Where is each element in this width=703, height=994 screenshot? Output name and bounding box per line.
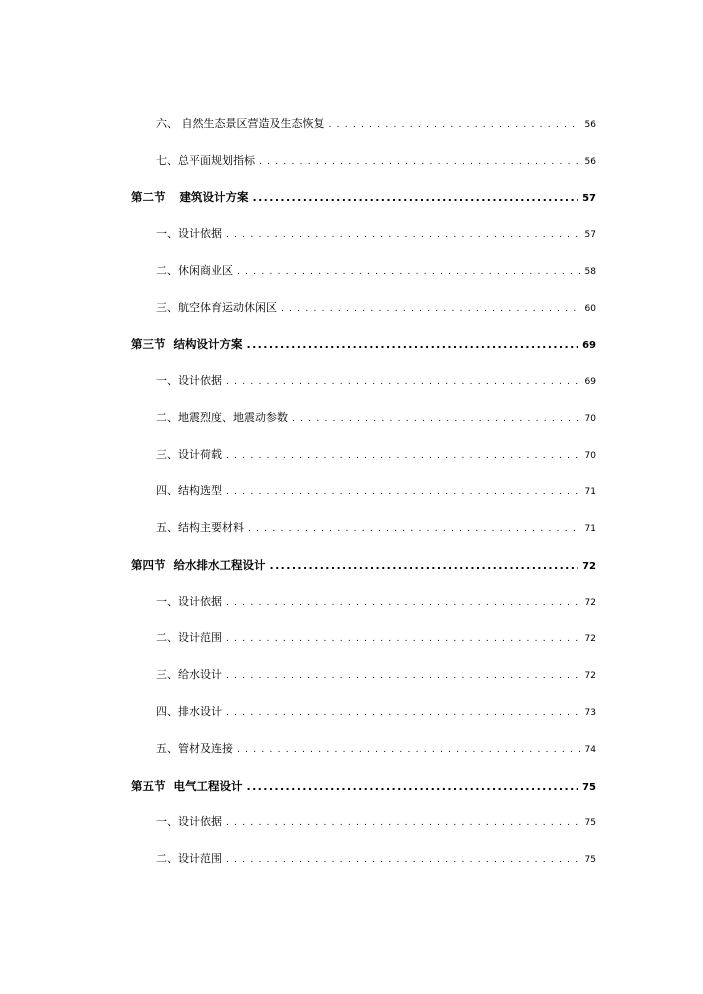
toc-section-entry[interactable]	[131, 776, 596, 796]
toc-leader-dots	[237, 739, 581, 760]
toc-leader-dots	[226, 812, 581, 833]
toc-entry-title: 一、设计依据	[156, 227, 222, 240]
toc-section-name: 结构设计方案	[173, 337, 243, 351]
toc-leader-dots	[237, 261, 581, 282]
toc-leader-dots	[259, 151, 581, 172]
toc-section-number: 第四节	[131, 558, 166, 572]
toc-entry-title: 一、设计依据	[156, 374, 222, 387]
toc-entry-title: 七、总平面规划指标	[156, 154, 255, 167]
toc-page-number: 60	[584, 304, 596, 314]
toc-leader-dots	[292, 408, 581, 429]
toc-page-number: 72	[582, 561, 596, 572]
toc-section-title	[131, 555, 270, 575]
toc-page-number: 57	[582, 193, 596, 204]
toc-section-title	[131, 187, 253, 207]
toc-entry[interactable]	[156, 445, 596, 465]
toc-page-number: 70	[584, 451, 596, 461]
toc-entry[interactable]	[156, 592, 596, 612]
toc-entry[interactable]	[156, 628, 596, 648]
toc-page-number: 71	[584, 524, 596, 534]
toc-entry[interactable]	[156, 665, 596, 685]
toc-leader-dots	[247, 776, 579, 797]
toc-entry-title: 四、排水设计	[156, 705, 222, 718]
toc-page-number: 72	[584, 634, 596, 644]
toc-page-number: 70	[584, 414, 596, 424]
toc-page-number: 71	[584, 487, 596, 497]
toc-section-entry[interactable]	[131, 334, 596, 354]
toc-leader-dots	[226, 224, 581, 245]
toc-entry-title: 三、航空体育运动休闲区	[156, 301, 277, 314]
toc-section-entry[interactable]	[131, 187, 596, 207]
toc-section-number: 第五节	[131, 779, 166, 793]
toc-entry-title: 二、设计范围	[156, 631, 222, 644]
toc-leader-dots	[226, 481, 581, 502]
toc-entry[interactable]	[156, 224, 596, 244]
toc-leader-dots	[226, 849, 581, 870]
toc-entry-title: 三、给水设计	[156, 668, 222, 681]
toc-leader-dots	[226, 592, 581, 613]
toc-entry-title: 三、设计荷载	[156, 448, 222, 461]
toc-section-name: 给水排水工程设计	[173, 558, 266, 572]
toc-entry-title: 一、设计依据	[156, 595, 222, 608]
toc-leader-dots	[270, 555, 579, 576]
toc-page-number: 58	[584, 267, 596, 277]
toc-page-number: 69	[584, 377, 596, 387]
toc-page-number: 56	[584, 120, 596, 130]
toc-entry[interactable]	[156, 518, 596, 538]
toc-entry[interactable]	[156, 481, 596, 501]
toc-entry[interactable]	[156, 261, 596, 281]
toc-leader-dots	[226, 665, 581, 686]
toc-section-name: 电气工程设计	[173, 779, 243, 793]
toc-section-name: 建筑设计方案	[179, 190, 249, 204]
toc-leader-dots	[226, 371, 581, 392]
toc-entry-title: 一、设计依据	[156, 815, 222, 828]
toc-page-number: 72	[584, 598, 596, 608]
toc-leader-dots	[248, 518, 581, 539]
toc-entry[interactable]	[156, 702, 596, 722]
toc-entry-title: 六、 自然生态景区营造及生态恢复	[156, 117, 325, 130]
toc-page-number: 74	[584, 745, 596, 755]
toc-leader-dots	[226, 702, 581, 723]
toc-leader-dots	[247, 334, 579, 355]
toc-section-number: 第二节	[131, 190, 166, 204]
toc-page-number: 69	[582, 340, 596, 351]
toc-leader-dots	[329, 114, 581, 135]
toc-leader-dots	[226, 628, 581, 649]
toc-section-number: 第三节	[131, 337, 166, 351]
toc-entry-title: 五、结构主要材料	[156, 521, 244, 534]
toc-page-number: 75	[584, 855, 596, 865]
toc-page-number: 75	[584, 818, 596, 828]
toc-entry[interactable]	[156, 408, 596, 428]
toc-leader-dots	[281, 298, 581, 319]
toc-entry-title: 二、设计范围	[156, 852, 222, 865]
toc-leader-dots	[253, 187, 579, 208]
toc-page-number: 72	[584, 671, 596, 681]
toc-page-number: 56	[584, 157, 596, 167]
toc-entry[interactable]	[156, 151, 596, 171]
toc-entry[interactable]	[156, 849, 596, 869]
toc-entry[interactable]	[156, 298, 596, 318]
toc-page-number: 57	[584, 230, 596, 240]
toc-section-entry[interactable]	[131, 555, 596, 575]
toc-page-number: 75	[582, 782, 596, 793]
toc-entry[interactable]	[156, 114, 596, 134]
toc-entry[interactable]	[156, 739, 596, 759]
toc-entry[interactable]	[156, 812, 596, 832]
toc-entry-title: 四、结构选型	[156, 484, 222, 497]
toc-page-number: 73	[584, 708, 596, 718]
toc-leader-dots	[226, 445, 581, 466]
toc-entry[interactable]	[156, 371, 596, 391]
toc-section-title	[131, 776, 247, 796]
toc-entry-title: 二、休闲商业区	[156, 264, 233, 277]
toc-section-title	[131, 334, 247, 354]
toc-entry-title: 五、管材及连接	[156, 742, 233, 755]
toc-entry-title: 二、地震烈度、地震动参数	[156, 411, 288, 424]
